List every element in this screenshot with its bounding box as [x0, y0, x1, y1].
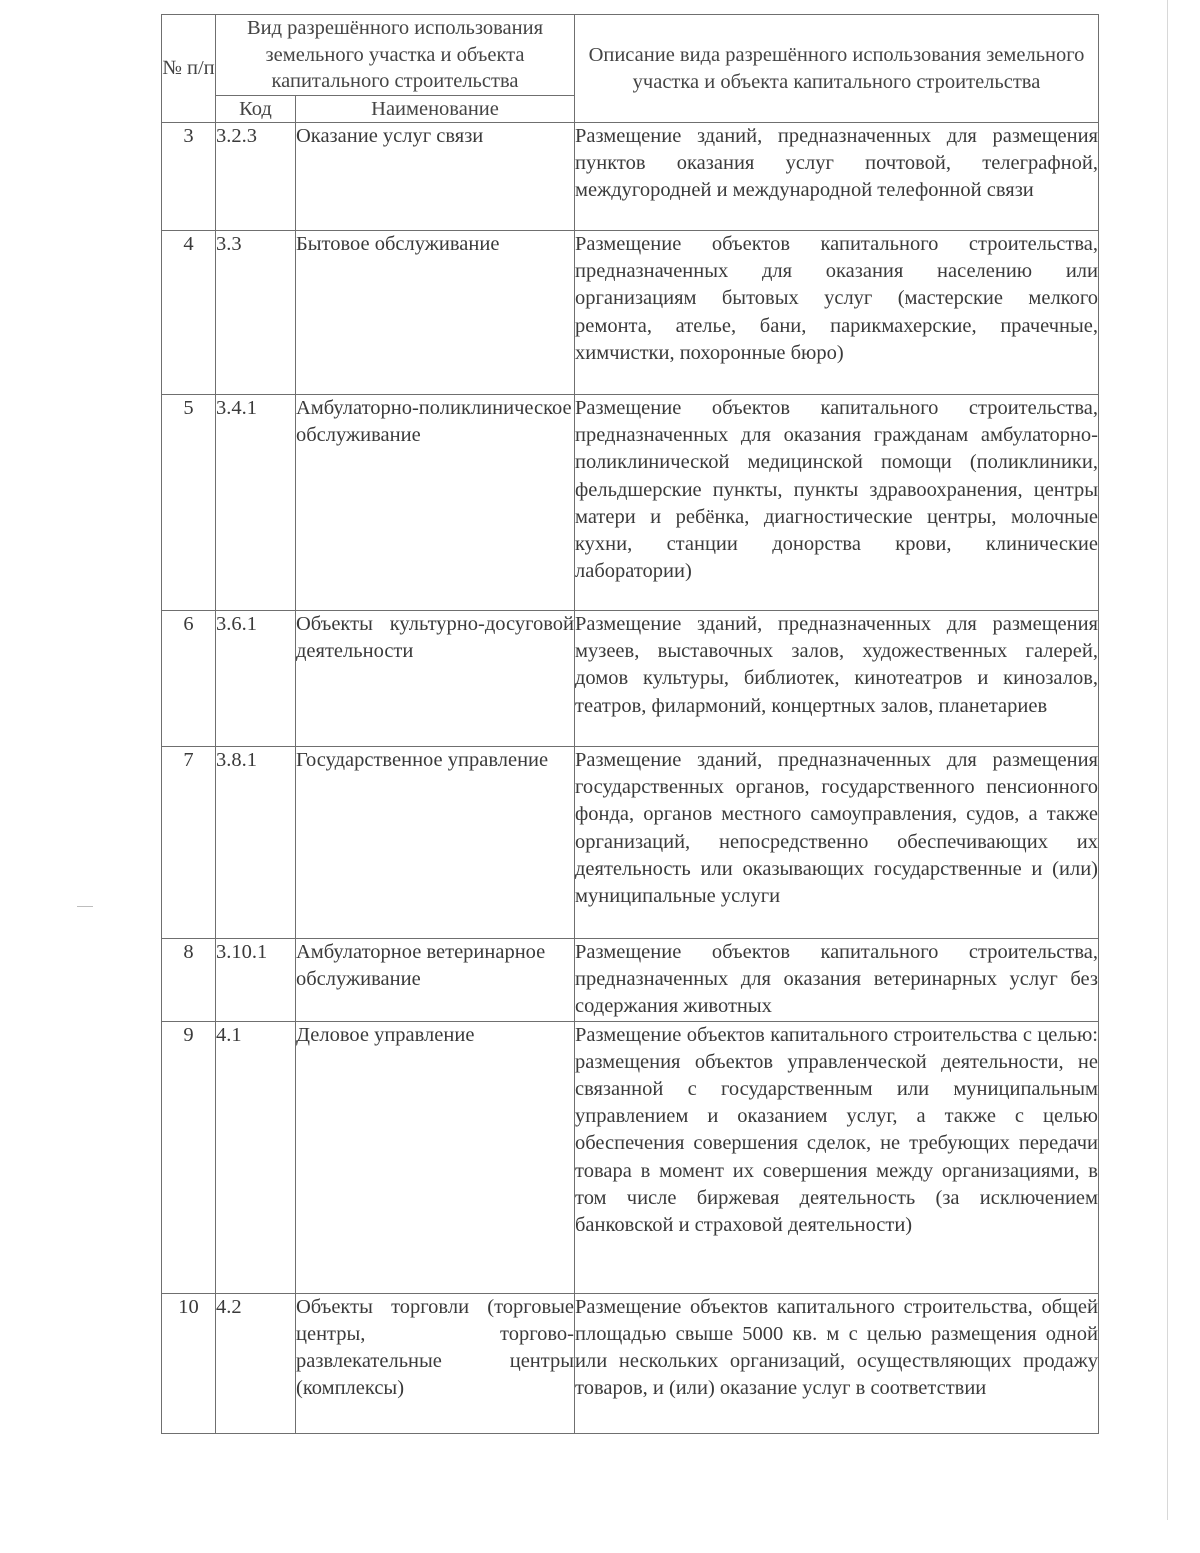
row-description: Размещение объектов капитального строительства, общей площадью свыше 5000 кв. м с целью размещения одной или нескольких организаций, осуществляющих продажу товаров, и (или) оказание услуг в соответствии [575, 1293, 1099, 1433]
row-name: Объекты культурно-досуговой деятельности [296, 611, 575, 747]
land-use-table [161, 14, 1099, 1434]
header-number: № п/п [162, 15, 216, 123]
table-row [162, 747, 1099, 939]
table-row [162, 611, 1099, 747]
row-name: Амбулаторно-поликлиническое обслуживание [296, 395, 575, 611]
row-description: Размещение объектов капитального строительства, предназначенных для оказания гражданам амбулаторно-поликлинической медицинской помощи (поликлиники, фельдшерские пункты, пункты здравоохранения, центры матери и ребёнка, диагностические центры, молочные кухни, станции донорства крови, клинические лаборатории) [575, 395, 1099, 611]
table-row [162, 1293, 1099, 1433]
row-name: Деловое управление [296, 1021, 575, 1293]
row-code: 3.8.1 [216, 747, 296, 939]
row-description: Размещение объектов капитального строительства с целью: размещения объектов управленческой деятельности, не связанной с государственным или муниципальным управлением и оказанием услуг, а также с целью обеспечения совершения сделок, не требующих передачи товара в момент их совершения между организациями, в том числе биржевая деятельность (за исключением банковской и страховой деятельности) [575, 1021, 1099, 1293]
row-number: 3 [162, 123, 216, 231]
row-code: 3.4.1 [216, 395, 296, 611]
row-number: 6 [162, 611, 216, 747]
row-name: Амбулаторное ветеринарное обслуживание [296, 939, 575, 1022]
row-name: Бытовое обслуживание [296, 231, 575, 395]
row-code: 3.3 [216, 231, 296, 395]
header-use-type: Вид разрешённого использования земельного участка и объекта капитального строительства [216, 15, 575, 96]
scan-artifact [77, 906, 93, 907]
header-row-top [162, 15, 1099, 96]
table-row [162, 231, 1099, 395]
row-number: 9 [162, 1021, 216, 1293]
scan-edge-line [1167, 0, 1168, 1520]
row-code: 3.2.3 [216, 123, 296, 231]
row-code: 3.6.1 [216, 611, 296, 747]
row-name: Государственное управление [296, 747, 575, 939]
row-number: 8 [162, 939, 216, 1022]
row-number: 10 [162, 1293, 216, 1433]
row-name: Оказание услуг связи [296, 123, 575, 231]
row-description: Размещение объектов капитального строительства, предназначенных для оказания населению или организациям бытовых услуг (мастерские мелкого ремонта, ателье, бани, парикмахерские, прачечные, химчистки, похоронные бюро) [575, 231, 1099, 395]
row-number: 7 [162, 747, 216, 939]
table-row [162, 939, 1099, 1022]
row-code: 4.2 [216, 1293, 296, 1433]
row-description: Размещение зданий, предназначенных для размещения музеев, выставочных залов, художественных галерей, домов культуры, библиотек, кинотеатров и кинозалов, театров, филармоний, концертных залов, планетариев [575, 611, 1099, 747]
table-row [162, 1021, 1099, 1293]
table-row [162, 123, 1099, 231]
row-name: Объекты торговли (торговые центры, торгово-развлекательные центры (комплексы) [296, 1293, 575, 1433]
header-code: Код [216, 95, 296, 123]
row-code: 3.10.1 [216, 939, 296, 1022]
row-number: 5 [162, 395, 216, 611]
table-row [162, 395, 1099, 611]
row-description: Размещение зданий, предназначенных для размещения государственных органов, государственного пенсионного фонда, органов местного самоуправления, судов, а также организаций, непосредственно обеспечивающих их деятельность или оказывающих государственные и (или) муниципальные услуги [575, 747, 1099, 939]
row-code: 4.1 [216, 1021, 296, 1293]
row-description: Размещение объектов капитального строительства, предназначенных для оказания ветеринарных услуг без содержания животных [575, 939, 1099, 1022]
row-number: 4 [162, 231, 216, 395]
header-name: Наименование [296, 95, 575, 123]
header-description: Описание вида разрешённого использования земельного участка и объекта капитального строительства [575, 15, 1099, 123]
row-description: Размещение зданий, предназначенных для размещения пунктов оказания услуг почтовой, телеграфной, междугородней и международной телефонной связи [575, 123, 1099, 231]
